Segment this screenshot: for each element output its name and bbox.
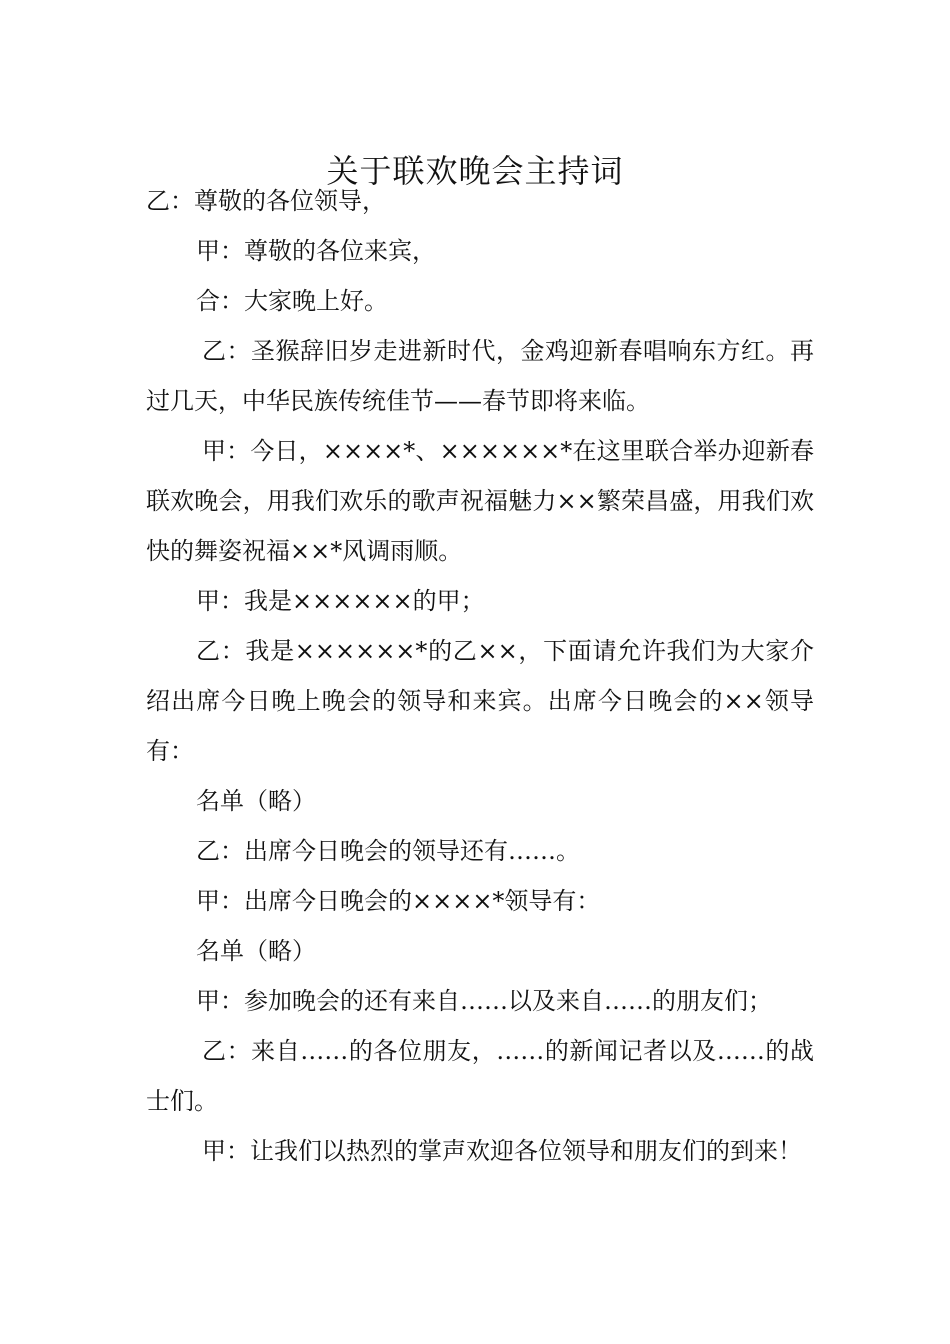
paragraph-7: 乙：我是××××××*的乙××，下面请允许我们为大家介绍出席今日晚上晚会的领导和来宾。出席今日晚会的××领导有： <box>146 637 814 765</box>
paragraph-4: 乙：圣猴辞旧岁走进新时代，金鸡迎新春唱响东方红。再过几天，中华民族传统佳节——春节即将来临。 <box>146 337 814 415</box>
document-body <box>146 176 814 1176</box>
paragraph-1: 乙：尊敬的各位领导， <box>146 187 386 215</box>
paragraph-2: 甲：尊敬的各位来宾， <box>196 237 436 265</box>
paragraph-14: 甲：让我们以热烈的掌声欢迎各位领导和朋友们的到来！ <box>202 1137 802 1165</box>
document-title: 关于联欢晚会主持词 <box>326 152 624 191</box>
paragraph-9: 乙：出席今日晚会的领导还有……。 <box>196 837 580 865</box>
paragraph-8: 名单（略） <box>196 787 316 815</box>
paragraph-11: 名单（略） <box>196 937 316 965</box>
paragraph-5: 甲：今日，××××*、××××××*在这里联合举办迎新春联欢晚会，用我们欢乐的歌声祝福魅力××繁荣昌盛，用我们欢快的舞姿祝福××*风调雨顺。 <box>146 437 814 565</box>
paragraph-13: 乙：来自……的各位朋友，……的新闻记者以及……的战士们。 <box>146 1037 814 1115</box>
paragraph-3: 合：大家晚上好。 <box>196 287 388 315</box>
paragraph-12: 甲：参加晚会的还有来自……以及来自……的朋友们； <box>196 987 772 1015</box>
paragraph-6: 甲：我是××××××的甲； <box>196 587 485 615</box>
paragraph-10: 甲：出席今日晚会的××××*领导有： <box>196 887 601 915</box>
